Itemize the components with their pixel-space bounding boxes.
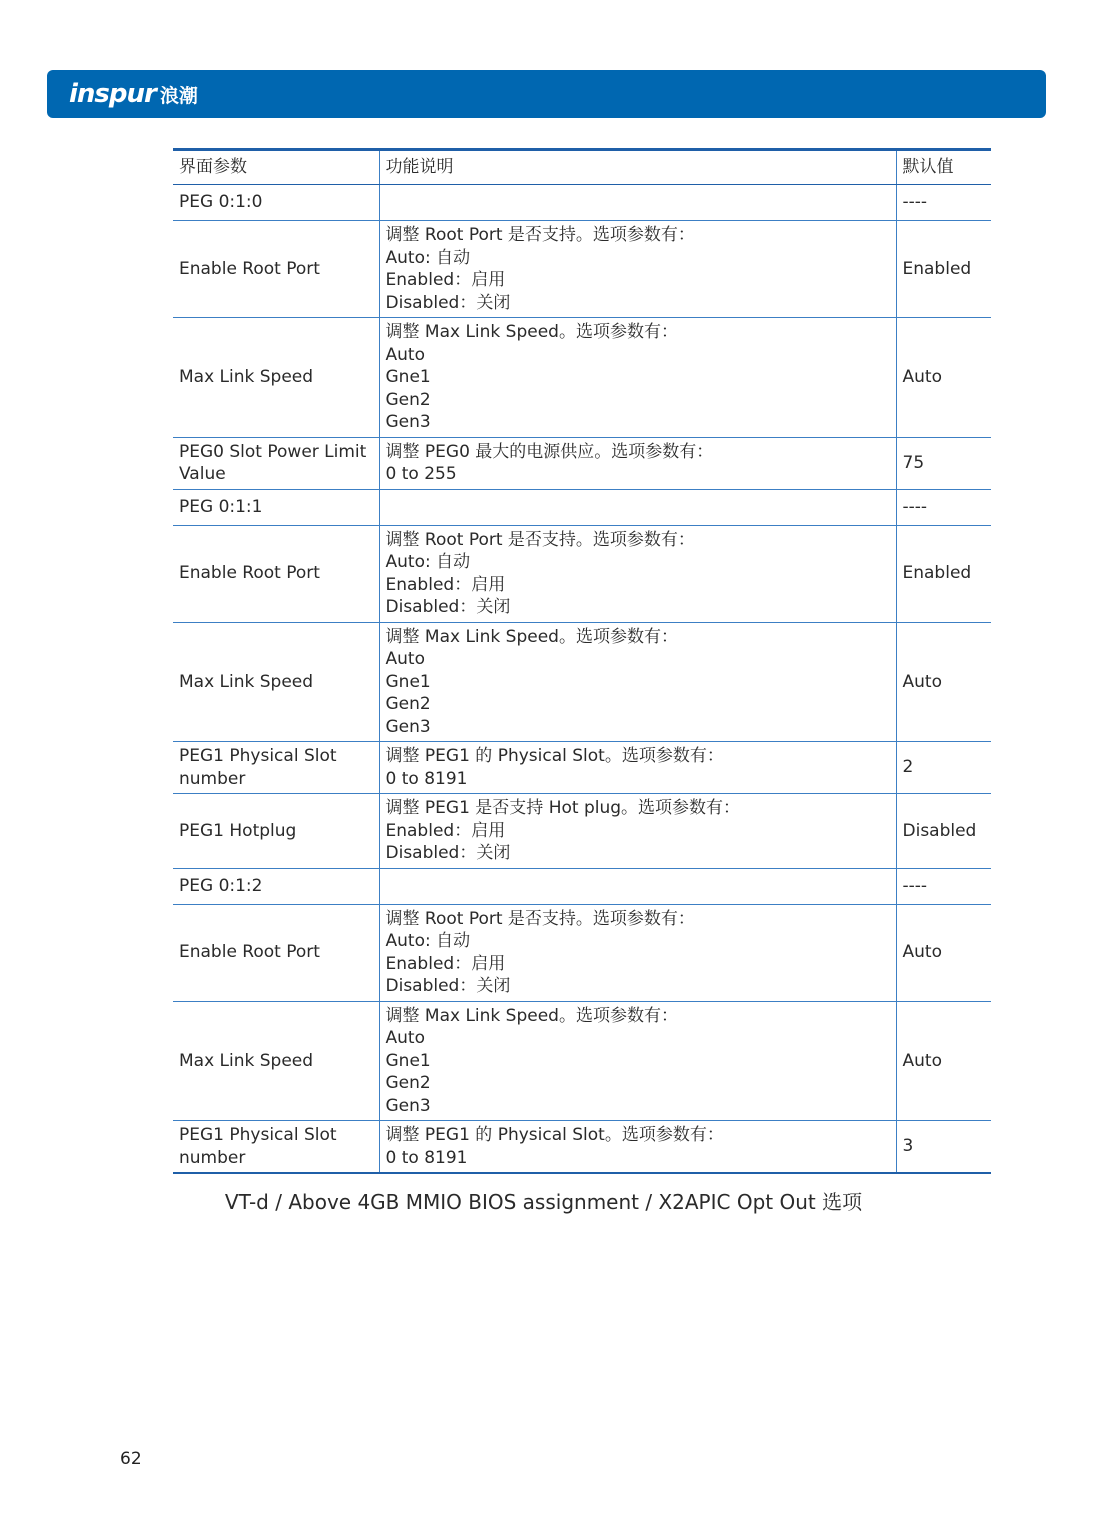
default-value-cell: Auto <box>896 622 991 742</box>
description-line: 调整 Root Port 是否支持。选项参数有： <box>385 529 695 550</box>
parameter-name-cell: PEG1 Physical Slot number <box>173 742 379 794</box>
description-cell <box>379 1001 896 1121</box>
inspur-logo <box>69 78 198 110</box>
default-value-cell: Disabled <box>896 794 991 869</box>
description-line: Disabled：关闭 <box>385 292 511 313</box>
description-line: Disabled：关闭 <box>385 843 511 863</box>
table-row <box>173 437 991 489</box>
description-line: Gne1 <box>385 1050 431 1071</box>
description-line: 0 to 8191 <box>385 768 468 789</box>
table-row <box>173 185 991 221</box>
description-line: 调整 Max Link Speed。选项参数有： <box>385 322 678 342</box>
description-line: Gen3 <box>385 412 431 432</box>
header-bar <box>47 70 1046 118</box>
table-row <box>173 489 991 525</box>
description-cell <box>379 868 896 904</box>
default-value-cell: 3 <box>896 1121 991 1174</box>
description-line: 调整 Root Port 是否支持。选项参数有： <box>385 908 695 929</box>
bios-parameter-table <box>173 148 991 1174</box>
section-caption: VT-d / Above 4GB MMIO BIOS assignment / X2APIC Opt Out 选项 <box>224 1190 863 1214</box>
parameter-name-cell: PEG 0:1:1 <box>173 489 379 525</box>
default-value-cell: Auto <box>896 1001 991 1121</box>
column-header-description: 功能说明 <box>379 150 896 185</box>
default-value-cell: Enabled <box>896 525 991 622</box>
description-line: Gen3 <box>385 716 431 737</box>
description-line: Disabled：关闭 <box>385 976 511 996</box>
parameter-name-cell: PEG 0:1:0 <box>173 185 379 221</box>
parameter-name-cell: Enable Root Port <box>173 221 379 318</box>
table-row <box>173 221 991 318</box>
default-value-cell: ---- <box>896 489 991 525</box>
description-cell <box>379 437 896 489</box>
table-row <box>173 742 991 794</box>
description-cell <box>379 742 896 794</box>
default-value-cell: 75 <box>896 437 991 489</box>
description-line: 调整 PEG1 的 Physical Slot。选项参数有： <box>385 1125 724 1145</box>
description-line: Enabled：启用 <box>385 953 506 974</box>
description-line: 调整 PEG1 是否支持 Hot plug。选项参数有： <box>385 798 741 818</box>
description-line: Enabled：启用 <box>385 270 506 290</box>
description-line: 调整 PEG0 最大的电源供应。选项参数有： <box>385 441 714 462</box>
description-cell <box>379 489 896 525</box>
table-row <box>173 318 991 438</box>
description-line: 调整 Max Link Speed。选项参数有： <box>385 626 678 647</box>
description-line: 0 to 255 <box>385 464 457 484</box>
description-line: Disabled：关闭 <box>385 597 511 617</box>
column-header-default: 默认值 <box>896 150 991 185</box>
table-body <box>173 185 991 1174</box>
description-cell <box>379 1121 896 1174</box>
description-cell <box>379 221 896 318</box>
parameter-name-cell: PEG1 Physical Slot number <box>173 1121 379 1174</box>
default-value-cell: ---- <box>896 868 991 904</box>
description-cell <box>379 904 896 1001</box>
default-value-cell: ---- <box>896 185 991 221</box>
parameter-name-cell: Max Link Speed <box>173 318 379 438</box>
description-cell <box>379 794 896 869</box>
table-row <box>173 904 991 1001</box>
description-line: Auto <box>385 344 425 365</box>
table-row <box>173 794 991 869</box>
parameter-name-cell: Enable Root Port <box>173 525 379 622</box>
default-value-cell: Auto <box>896 904 991 1001</box>
description-line: Gne1 <box>385 367 431 387</box>
description-line: 0 to 8191 <box>385 1147 468 1168</box>
column-header-parameter: 界面参数 <box>173 150 379 185</box>
description-line: Auto: 自动 <box>385 247 471 268</box>
description-line: 调整 Max Link Speed。选项参数有： <box>385 1005 678 1026</box>
description-line: 调整 PEG1 的 Physical Slot。选项参数有： <box>385 746 724 766</box>
table-row <box>173 1001 991 1121</box>
parameter-name-cell: Max Link Speed <box>173 622 379 742</box>
description-cell <box>379 622 896 742</box>
description-line: Gen2 <box>385 1073 431 1093</box>
description-line: Enabled：启用 <box>385 820 506 841</box>
description-line: Gen2 <box>385 389 431 410</box>
table-row <box>173 868 991 904</box>
description-cell <box>379 185 896 221</box>
description-line: 调整 Root Port 是否支持。选项参数有： <box>385 225 695 245</box>
table-row <box>173 525 991 622</box>
default-value-cell: 2 <box>896 742 991 794</box>
parameter-name-cell: Max Link Speed <box>173 1001 379 1121</box>
description-line: Gen3 <box>385 1095 431 1116</box>
default-value-cell: Auto <box>896 318 991 438</box>
description-cell <box>379 525 896 622</box>
parameter-name-cell: PEG0 Slot Power Limit Value <box>173 437 379 489</box>
description-line: Gne1 <box>385 671 431 692</box>
logo-wordmark: inspur <box>69 79 156 109</box>
page-number: 62 <box>120 1449 142 1469</box>
description-line: Auto <box>385 1028 425 1048</box>
logo-chinese-name: 浪潮 <box>159 84 198 107</box>
parameter-name-cell: PEG1 Hotplug <box>173 794 379 869</box>
description-cell <box>379 318 896 438</box>
table-header-row <box>173 150 991 185</box>
parameter-name-cell: PEG 0:1:2 <box>173 868 379 904</box>
table-row <box>173 622 991 742</box>
table-row <box>173 1121 991 1174</box>
description-line: Enabled：启用 <box>385 574 506 595</box>
description-line: Auto: 自动 <box>385 552 471 572</box>
default-value-cell: Enabled <box>896 221 991 318</box>
description-line: Gen2 <box>385 694 431 714</box>
description-line: Auto: 自动 <box>385 931 471 951</box>
description-line: Auto <box>385 649 425 669</box>
parameter-name-cell: Enable Root Port <box>173 904 379 1001</box>
